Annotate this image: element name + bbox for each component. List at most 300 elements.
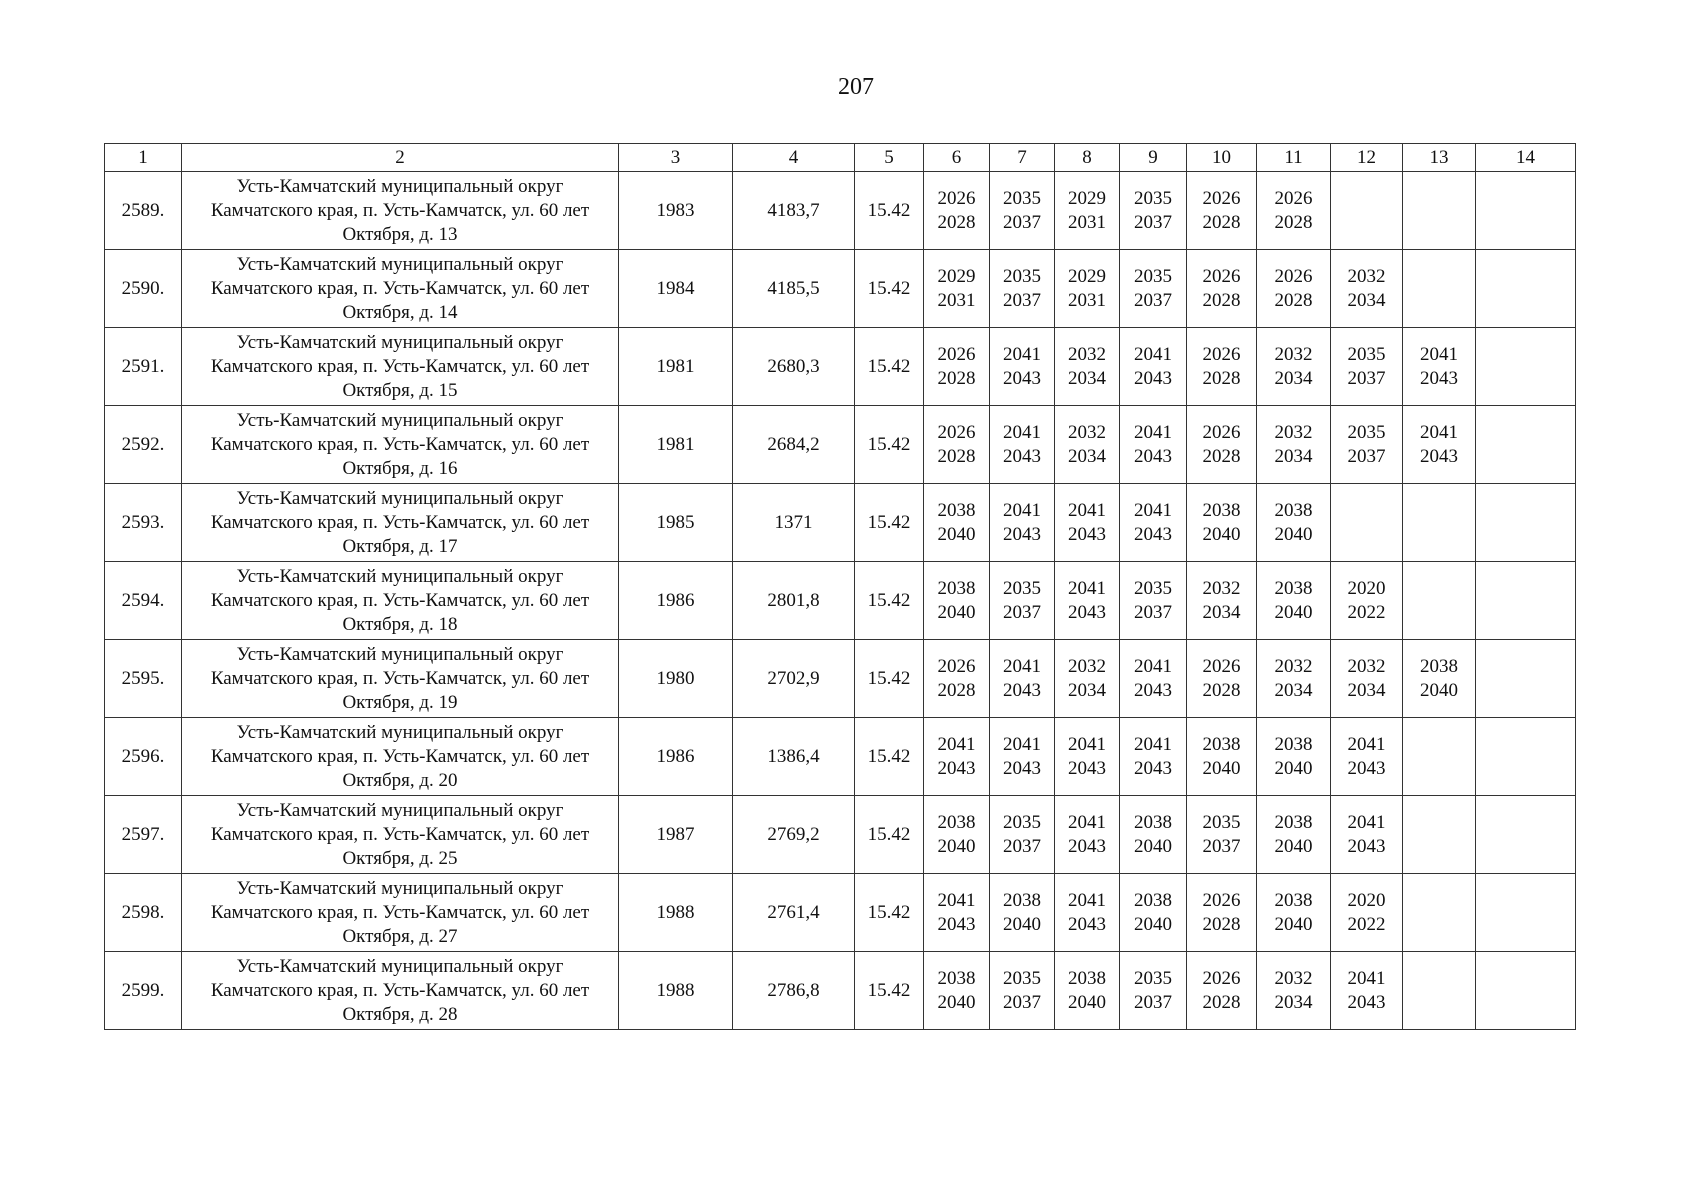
period-year: 2041	[1420, 421, 1458, 443]
period-year: 2043	[937, 913, 976, 935]
period-year: 2035	[1134, 577, 1172, 599]
address-line: Усть-Камчатский муниципальный округ	[236, 253, 564, 275]
period-cell	[924, 640, 990, 718]
period-year: 2040	[1003, 913, 1041, 935]
address-line: Усть-Камчатский муниципальный округ	[236, 877, 564, 899]
address-line: Октября, д. 14	[342, 301, 458, 323]
code-cell: 15.42	[855, 172, 924, 250]
column-14-cell	[1476, 484, 1576, 562]
period-cell	[924, 952, 990, 1030]
period-year: 2028	[1202, 679, 1241, 701]
period-year: 2035	[1347, 421, 1386, 443]
period-year: 2022	[1347, 601, 1386, 623]
period-year: 2043	[1134, 367, 1172, 389]
address-cell	[182, 640, 619, 718]
row-number: 2592.	[105, 406, 182, 484]
address-line: Октября, д. 17	[342, 535, 458, 557]
period-year: 2037	[1347, 367, 1386, 389]
period-year: 2037	[1003, 289, 1041, 311]
period-cell	[924, 874, 990, 952]
address-line: Камчатского края, п. Усть-Камчатск, ул. 60 лет	[210, 433, 590, 455]
period-year: 2032	[1068, 343, 1106, 365]
period-year: 2026	[1202, 421, 1241, 443]
period-cell	[1331, 796, 1403, 874]
period-cell	[1120, 796, 1187, 874]
address-line: Усть-Камчатский муниципальный округ	[236, 955, 564, 977]
period-year: 2034	[1274, 991, 1313, 1013]
construction-year: 1985	[619, 484, 733, 562]
period-cell	[1403, 874, 1476, 952]
period-year: 2028	[937, 367, 976, 389]
period-year: 2041	[1068, 889, 1106, 911]
address-line: Усть-Камчатский муниципальный округ	[236, 721, 564, 743]
address-line: Усть-Камчатский муниципальный округ	[236, 409, 564, 431]
period-year: 2022	[1347, 913, 1386, 935]
period-cell	[1187, 328, 1257, 406]
column-header: 9	[1120, 144, 1187, 172]
table-row	[105, 718, 1576, 796]
period-year: 2028	[937, 211, 976, 233]
period-year: 2040	[937, 991, 976, 1013]
period-cell	[990, 952, 1055, 1030]
period-cell	[1120, 718, 1187, 796]
period-year: 2035	[1347, 343, 1386, 365]
period-year: 2035	[1003, 967, 1041, 989]
row-number: 2596.	[105, 718, 182, 796]
address-line: Камчатского края, п. Усть-Камчатск, ул. 60 лет	[210, 745, 590, 767]
building-area: 4183,7	[733, 172, 855, 250]
period-year: 2043	[1003, 757, 1041, 779]
period-year: 2038	[1274, 733, 1313, 755]
period-year: 2032	[1068, 655, 1106, 677]
period-year: 2026	[1202, 187, 1241, 209]
period-year: 2043	[1003, 367, 1041, 389]
period-cell	[1331, 250, 1403, 328]
address-cell	[182, 796, 619, 874]
row-number: 2594.	[105, 562, 182, 640]
construction-year: 1983	[619, 172, 733, 250]
table-row	[105, 874, 1576, 952]
period-cell	[1055, 718, 1120, 796]
period-cell	[1120, 952, 1187, 1030]
row-number: 2589.	[105, 172, 182, 250]
period-year: 2041	[937, 733, 976, 755]
period-year: 2040	[1068, 991, 1106, 1013]
period-cell	[1187, 484, 1257, 562]
period-cell	[1055, 484, 1120, 562]
period-year: 2026	[1202, 967, 1241, 989]
column-header: 11	[1257, 144, 1331, 172]
period-year: 2038	[1202, 733, 1241, 755]
code-cell: 15.42	[855, 484, 924, 562]
period-cell	[924, 484, 990, 562]
period-cell	[1257, 250, 1331, 328]
construction-year: 1980	[619, 640, 733, 718]
period-cell	[1257, 328, 1331, 406]
period-cell	[1055, 328, 1120, 406]
period-year: 2034	[1274, 445, 1313, 467]
address-cell	[182, 406, 619, 484]
period-cell	[990, 484, 1055, 562]
period-year: 2043	[1347, 835, 1386, 857]
construction-year: 1984	[619, 250, 733, 328]
period-cell	[990, 874, 1055, 952]
period-cell	[1331, 952, 1403, 1030]
period-year: 2040	[1420, 679, 1458, 701]
period-cell	[1257, 718, 1331, 796]
building-area: 4185,5	[733, 250, 855, 328]
address-line: Октября, д. 20	[342, 769, 458, 791]
period-year: 2026	[937, 655, 976, 677]
period-year: 2040	[1134, 913, 1172, 935]
period-year: 2028	[1202, 289, 1241, 311]
period-year: 2043	[1134, 523, 1172, 545]
period-year: 2034	[1068, 445, 1106, 467]
period-year: 2034	[1274, 367, 1313, 389]
construction-year: 1986	[619, 718, 733, 796]
code-cell: 15.42	[855, 796, 924, 874]
table-row	[105, 406, 1576, 484]
period-year: 2038	[1274, 811, 1313, 833]
address-line: Камчатского края, п. Усть-Камчатск, ул. 60 лет	[210, 277, 590, 299]
period-year: 2043	[1134, 445, 1172, 467]
period-cell	[1403, 172, 1476, 250]
period-year: 2028	[1202, 211, 1241, 233]
address-cell	[182, 952, 619, 1030]
period-year: 2041	[1003, 421, 1041, 443]
code-cell: 15.42	[855, 562, 924, 640]
period-year: 2041	[1347, 733, 1386, 755]
period-year: 2031	[1068, 289, 1106, 311]
period-cell	[1257, 562, 1331, 640]
address-cell	[182, 874, 619, 952]
period-year: 2043	[1068, 913, 1106, 935]
row-number: 2590.	[105, 250, 182, 328]
column-14-cell	[1476, 562, 1576, 640]
period-year: 2043	[1134, 679, 1172, 701]
period-year: 2032	[1347, 655, 1386, 677]
address-line: Усть-Камчатский муниципальный округ	[236, 799, 564, 821]
period-year: 2031	[937, 289, 976, 311]
construction-year: 1988	[619, 952, 733, 1030]
period-year: 2041	[1134, 733, 1172, 755]
period-cell	[1187, 172, 1257, 250]
register-table-body	[105, 172, 1576, 1030]
period-cell	[1120, 406, 1187, 484]
period-year: 2028	[1202, 367, 1241, 389]
period-year: 2040	[1274, 757, 1313, 779]
period-cell	[1055, 874, 1120, 952]
period-year: 2026	[1202, 655, 1241, 677]
period-cell	[1187, 718, 1257, 796]
period-cell	[990, 328, 1055, 406]
period-year: 2032	[1274, 655, 1313, 677]
period-cell	[1055, 952, 1120, 1030]
register-table	[104, 143, 1576, 1030]
address-line: Усть-Камчатский муниципальный округ	[236, 565, 564, 587]
address-line: Камчатского края, п. Усть-Камчатск, ул. 60 лет	[210, 667, 590, 689]
construction-year: 1986	[619, 562, 733, 640]
period-year: 2026	[1202, 265, 1241, 287]
building-area: 2684,2	[733, 406, 855, 484]
period-year: 2029	[1068, 265, 1106, 287]
column-14-cell	[1476, 796, 1576, 874]
period-year: 2043	[1003, 679, 1041, 701]
column-14-cell	[1476, 952, 1576, 1030]
period-year: 2041	[1134, 499, 1172, 521]
period-cell	[1120, 874, 1187, 952]
period-year: 2040	[937, 601, 976, 623]
period-cell	[1187, 562, 1257, 640]
period-year: 2040	[1274, 913, 1313, 935]
code-cell: 15.42	[855, 952, 924, 1030]
address-line: Усть-Камчатский муниципальный округ	[236, 487, 564, 509]
period-cell	[1331, 718, 1403, 796]
period-year: 2020	[1347, 889, 1386, 911]
period-year: 2026	[937, 187, 976, 209]
period-year: 2043	[1420, 367, 1458, 389]
period-year: 2035	[1134, 187, 1172, 209]
period-year: 2028	[1202, 913, 1241, 935]
address-line: Октября, д. 25	[342, 847, 458, 869]
period-year: 2040	[937, 523, 976, 545]
period-year: 2026	[1202, 889, 1241, 911]
period-cell	[924, 406, 990, 484]
address-line: Камчатского края, п. Усть-Камчатск, ул. 60 лет	[210, 199, 590, 221]
period-year: 2038	[1003, 889, 1041, 911]
period-cell	[1331, 562, 1403, 640]
period-year: 2034	[1202, 601, 1241, 623]
period-year: 2026	[937, 343, 976, 365]
period-year: 2041	[1134, 655, 1172, 677]
construction-year: 1987	[619, 796, 733, 874]
column-14-cell	[1476, 250, 1576, 328]
period-cell	[1055, 250, 1120, 328]
period-cell	[1055, 172, 1120, 250]
address-line: Усть-Камчатский муниципальный округ	[236, 331, 564, 353]
period-year: 2034	[1068, 679, 1106, 701]
period-year: 2037	[1134, 211, 1172, 233]
period-year: 2043	[1134, 757, 1172, 779]
period-cell	[1187, 952, 1257, 1030]
period-cell	[1187, 796, 1257, 874]
period-year: 2037	[1003, 601, 1041, 623]
column-header: 4	[733, 144, 855, 172]
address-cell	[182, 484, 619, 562]
period-year: 2043	[937, 757, 976, 779]
construction-year: 1981	[619, 328, 733, 406]
period-cell	[1257, 874, 1331, 952]
period-cell	[1403, 406, 1476, 484]
period-year: 2031	[1068, 211, 1106, 233]
period-year: 2043	[1068, 835, 1106, 857]
period-year: 2038	[1274, 577, 1313, 599]
period-year: 2038	[937, 811, 976, 833]
period-year: 2043	[1003, 445, 1041, 467]
period-cell	[1187, 874, 1257, 952]
period-cell	[1055, 796, 1120, 874]
column-header: 2	[182, 144, 619, 172]
period-year: 2038	[1134, 889, 1172, 911]
period-year: 2041	[1068, 733, 1106, 755]
period-year: 2041	[1347, 811, 1386, 833]
period-year: 2032	[1068, 421, 1106, 443]
period-year: 2034	[1347, 289, 1386, 311]
column-14-cell	[1476, 172, 1576, 250]
period-year: 2043	[1347, 757, 1386, 779]
column-header: 14	[1476, 144, 1576, 172]
column-header: 13	[1403, 144, 1476, 172]
address-line: Октября, д. 13	[342, 223, 458, 245]
period-cell	[1403, 796, 1476, 874]
period-year: 2035	[1134, 967, 1172, 989]
period-cell	[990, 250, 1055, 328]
code-cell: 15.42	[855, 250, 924, 328]
address-line: Октября, д. 18	[342, 613, 458, 635]
period-year: 2035	[1003, 265, 1041, 287]
address-line: Камчатского края, п. Усть-Камчатск, ул. 60 лет	[210, 589, 590, 611]
period-cell	[1403, 952, 1476, 1030]
period-year: 2038	[1202, 499, 1241, 521]
period-year: 2032	[1274, 343, 1313, 365]
address-cell	[182, 172, 619, 250]
period-year: 2038	[1274, 889, 1313, 911]
code-cell: 15.42	[855, 406, 924, 484]
period-year: 2040	[1274, 835, 1313, 857]
column-header: 7	[990, 144, 1055, 172]
row-number: 2599.	[105, 952, 182, 1030]
address-line: Камчатского края, п. Усть-Камчатск, ул. 60 лет	[210, 901, 590, 923]
building-area: 1386,4	[733, 718, 855, 796]
period-cell	[1257, 172, 1331, 250]
period-cell	[990, 562, 1055, 640]
column-14-cell	[1476, 718, 1576, 796]
address-cell	[182, 250, 619, 328]
period-year: 2037	[1134, 601, 1172, 623]
period-cell	[1120, 640, 1187, 718]
period-year: 2041	[1420, 343, 1458, 365]
period-cell	[1403, 250, 1476, 328]
period-year: 2040	[1274, 523, 1313, 545]
address-line: Усть-Камчатский муниципальный округ	[236, 175, 564, 197]
period-year: 2037	[1003, 211, 1041, 233]
period-cell	[990, 406, 1055, 484]
period-year: 2038	[937, 967, 976, 989]
period-year: 2040	[1134, 835, 1172, 857]
period-year: 2038	[1134, 811, 1172, 833]
period-cell	[924, 172, 990, 250]
period-year: 2026	[937, 421, 976, 443]
period-year: 2041	[937, 889, 976, 911]
building-area: 2761,4	[733, 874, 855, 952]
column-14-cell	[1476, 640, 1576, 718]
page-number: 207	[838, 74, 874, 100]
period-cell	[1120, 328, 1187, 406]
address-line: Октября, д. 28	[342, 1003, 458, 1025]
period-cell	[990, 172, 1055, 250]
address-line: Камчатского края, п. Усть-Камчатск, ул. 60 лет	[210, 355, 590, 377]
column-header: 8	[1055, 144, 1120, 172]
period-year: 2041	[1068, 811, 1106, 833]
period-cell	[1257, 406, 1331, 484]
period-year: 2040	[1274, 601, 1313, 623]
address-line: Октября, д. 16	[342, 457, 458, 479]
period-year: 2041	[1003, 499, 1041, 521]
period-year: 2038	[937, 577, 976, 599]
row-number: 2595.	[105, 640, 182, 718]
period-year: 2041	[1347, 967, 1386, 989]
period-year: 2041	[1068, 577, 1106, 599]
period-year: 2028	[1202, 991, 1241, 1013]
address-line: Камчатского края, п. Усть-Камчатск, ул. 60 лет	[210, 511, 590, 533]
period-year: 2040	[1202, 523, 1241, 545]
period-year: 2043	[1068, 523, 1106, 545]
period-cell	[1403, 718, 1476, 796]
table-row	[105, 172, 1576, 250]
period-cell	[1403, 328, 1476, 406]
period-year: 2038	[1420, 655, 1458, 677]
address-cell	[182, 718, 619, 796]
period-year: 2037	[1003, 991, 1041, 1013]
period-cell	[1120, 484, 1187, 562]
period-year: 2029	[1068, 187, 1106, 209]
period-cell	[990, 718, 1055, 796]
period-year: 2040	[1202, 757, 1241, 779]
period-year: 2028	[1274, 289, 1313, 311]
period-cell	[924, 796, 990, 874]
period-year: 2037	[1003, 835, 1041, 857]
period-year: 2026	[1274, 265, 1313, 287]
period-year: 2043	[1420, 445, 1458, 467]
address-line: Усть-Камчатский муниципальный округ	[236, 643, 564, 665]
period-year: 2041	[1134, 421, 1172, 443]
period-year: 2038	[1068, 967, 1106, 989]
period-year: 2035	[1202, 811, 1241, 833]
period-year: 2037	[1347, 445, 1386, 467]
address-line: Камчатского края, п. Усть-Камчатск, ул. 60 лет	[210, 979, 590, 1001]
table-row	[105, 796, 1576, 874]
period-cell	[990, 796, 1055, 874]
period-year: 2041	[1068, 499, 1106, 521]
period-cell	[1257, 484, 1331, 562]
column-header: 6	[924, 144, 990, 172]
period-year: 2032	[1202, 577, 1241, 599]
period-year: 2034	[1274, 679, 1313, 701]
row-number: 2598.	[105, 874, 182, 952]
period-year: 2026	[1202, 343, 1241, 365]
building-area: 2769,2	[733, 796, 855, 874]
period-cell	[1055, 406, 1120, 484]
period-year: 2041	[1134, 343, 1172, 365]
table-row	[105, 484, 1576, 562]
code-cell: 15.42	[855, 640, 924, 718]
period-year: 2035	[1003, 187, 1041, 209]
period-cell	[1331, 640, 1403, 718]
period-year: 2034	[1068, 367, 1106, 389]
period-cell	[1257, 640, 1331, 718]
row-number: 2593.	[105, 484, 182, 562]
code-cell: 15.42	[855, 718, 924, 796]
period-year: 2032	[1274, 421, 1313, 443]
construction-year: 1988	[619, 874, 733, 952]
code-cell: 15.42	[855, 328, 924, 406]
building-area: 2680,3	[733, 328, 855, 406]
table-row	[105, 562, 1576, 640]
column-header: 10	[1187, 144, 1257, 172]
period-cell	[1331, 406, 1403, 484]
period-year: 2026	[1274, 187, 1313, 209]
period-cell	[1257, 796, 1331, 874]
